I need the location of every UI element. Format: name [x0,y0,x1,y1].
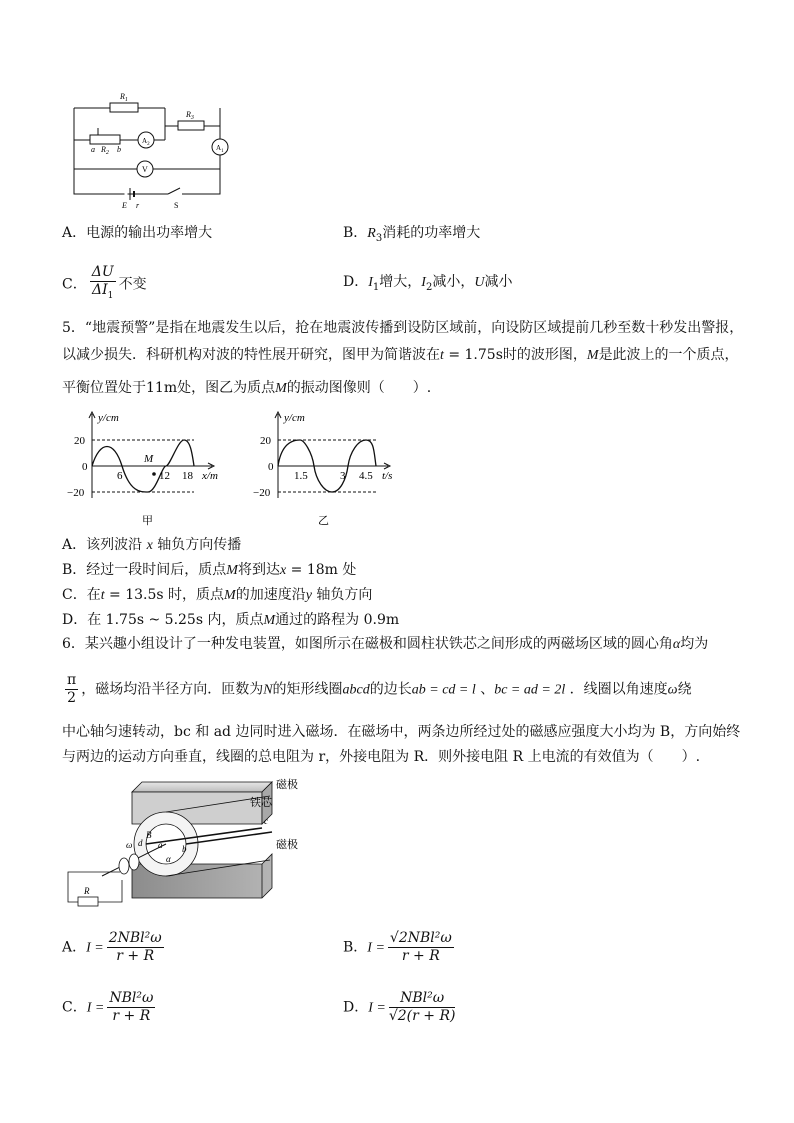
denominator: 2 [67,690,77,706]
var-sub: 3 [375,232,383,244]
fraction [65,672,78,707]
text: 将到达 [237,562,280,578]
text: 的边长 [369,681,412,698]
text: 处，图乙为质点 [177,380,276,396]
den-sub: 1 [107,290,114,301]
option-letter: C． [62,276,87,293]
q5-option-a[interactable] [62,535,241,556]
point-label: M [144,453,154,465]
option-letter: A． [62,939,87,956]
denominator: √2(r + R) [388,1008,456,1024]
option-letter: C． [62,999,87,1016]
text: 经过一段时间后，质点 [86,562,227,578]
var: ω [667,682,678,698]
q6-stem-line3 [62,722,740,742]
fraction [107,930,164,965]
text: 与两边的运动方向垂直，线圈的总电阻为 r，外接电阻为 R．则外接电阻 R 上电流的有效值为（ ）. [62,749,701,765]
text: 平衡位置处于 [62,380,146,396]
option-text: 电源的输出功率增大 [86,225,213,241]
y-tick: 20 [74,435,85,447]
label-a: a [158,840,163,850]
var: M [224,588,236,603]
q6-stem-line1 [62,634,708,655]
label-d: d [138,838,143,848]
equation: bc = ad = 2l [494,682,566,698]
q5-stem-line2 [62,345,739,366]
point-m [152,472,156,476]
var-sub: 1 [372,281,380,293]
q6-stem-line2 [62,672,692,707]
r-label: r [136,201,140,210]
x-tick: 6 [117,470,123,482]
numerator: ΔU [91,264,114,280]
text: 11m [146,380,178,396]
denominator: r + R [116,948,155,964]
var-sub: 2 [425,281,433,293]
option-letter: B． [343,225,368,241]
option-text: 消耗的功率增大 [382,225,481,241]
numerator: NBl²ω [389,990,456,1008]
graph-caption: 乙 [318,514,329,527]
text: 绕 [677,681,692,698]
text: 时的波形图， [502,347,587,363]
var: R [367,226,376,241]
option-letter: A． [62,537,87,553]
y-tick: −20 [253,487,271,499]
circuit-diagram [60,84,240,210]
e-label: E [122,201,127,210]
label-r: R [84,886,90,896]
q5-stem-line1 [62,318,743,338]
var: x [146,538,153,553]
y-tick: 0 [268,461,274,473]
lhs: I = [367,940,385,956]
generator-figure [62,776,302,914]
var: U [474,275,485,290]
var: α [672,637,681,652]
option-letter: B． [62,562,87,578]
var: abcd [342,682,370,698]
numerator: 2NBl²ω [108,930,162,946]
r3-label: $R_3$ [186,110,194,121]
fraction [107,990,155,1025]
text: 中心轴匀速转动，bc 和 ad 边同时进入磁场．在磁场中，两条边所经过处的磁感应强度大小均为 B，方向始终 [62,724,741,740]
text: 轴负方向 [311,587,373,603]
var: x [279,563,287,578]
text: 减小 [484,274,513,290]
var: M [263,613,276,628]
text: 该列波沿 [86,537,147,553]
x-axis-label: t/s [382,470,393,482]
q6-option-c[interactable] [62,990,158,1025]
a2-label: $A_2$ [142,137,150,147]
x-tick: 12 [159,470,170,482]
label-alpha: α [166,854,171,864]
numerator: NBl²ω [109,990,154,1006]
graph-caption: 甲 [142,514,153,527]
var: M [586,348,599,363]
text: 的矩形线圈 [272,681,343,698]
lhs: I = [368,1000,386,1016]
text: 的振动图像则（ ）. [286,380,432,396]
r2-label: $R_2$ [101,145,109,156]
x-tick: 3 [340,470,346,482]
denominator: r + R [112,1008,151,1024]
fraction [90,264,116,305]
q6-option-a[interactable] [62,930,167,965]
lhs: I = [86,1000,105,1016]
label-magnet-bottom: 磁极 [276,838,298,851]
numerator: √2NBl²ω [389,930,452,946]
wave-graph-jia [62,408,232,530]
denominator [90,282,116,305]
option-letter: D． [62,612,88,628]
text: ，磁场均沿半径方向．匝数为 [81,681,264,698]
label-omega: ω [126,840,133,850]
text: ．线圈以角速度 [565,681,668,698]
var: N [263,682,273,698]
var: y [305,588,312,603]
y-tick: −20 [67,487,85,499]
r1-label: $R_1$ [120,92,128,103]
y-axis-label: y/cm [284,412,305,424]
q4-option-b[interactable] [343,223,480,249]
var: I [368,275,373,290]
option-text: 不变 [118,276,147,293]
option-letter: A． [62,225,87,241]
var: I [421,275,426,290]
text: = 13.5s 时，质点 [104,587,225,603]
q4-option-d[interactable] [343,272,512,298]
q5-option-d[interactable] [62,610,399,631]
var: M [226,563,238,578]
y-tick: 20 [260,435,271,447]
a1-label: $A_1$ [216,144,224,154]
q6-option-d[interactable] [343,990,458,1025]
x-tick: 4.5 [359,470,373,482]
label-core: 铁芯 [250,796,272,809]
var: t [440,348,444,363]
s-label: S [174,201,179,210]
y-tick: 0 [82,461,88,473]
fraction [388,930,454,965]
numerator: π [67,672,77,688]
label-b-field: B [146,830,152,840]
text: 6．某兴趣小组设计了一种发电装置，如图所示在磁极和圆柱状铁芯之间形成的两磁场区域的圆心角 [62,636,673,652]
v-label: V [142,165,148,174]
y-axis-label: y/cm [98,412,119,424]
text: 在 [86,587,101,603]
var: t [100,588,105,603]
fraction [389,990,456,1025]
q4-option-a[interactable] [62,223,212,243]
option-letter: B． [343,939,368,956]
lhs: I = [86,940,104,956]
text: 以减少损失．科研机构对波的特性展开研究，图甲为简谐波在 [62,347,440,363]
b-label: b [117,145,121,154]
den-var: ΔI [91,282,108,298]
text: 增大， [379,274,422,290]
option-letter: D． [343,999,369,1016]
label-c: c [264,816,268,826]
text: 均为 [680,636,709,652]
text: = 18m 处 [286,562,357,578]
q6-stem-line4 [62,747,700,767]
a-label: a [91,145,95,154]
x-tick: 18 [182,470,193,482]
q6-option-b[interactable] [343,930,457,965]
option-letter: C． [62,587,87,603]
option-letter: D． [343,274,369,290]
q5-option-c[interactable] [62,585,372,606]
text: 轴负方向传播 [152,537,242,553]
equation: ab = cd = l [411,682,476,698]
x-axis-label: x/m [202,470,218,482]
text: 通过的路程为 0.9m [275,612,400,628]
label-b: b [182,844,187,854]
q5-stem-line3 [62,378,431,399]
text: 减小， [432,274,475,290]
var: M [275,381,287,396]
text: 在 1.75s ~ 5.25s 内，质点 [87,612,264,628]
text: 的加速度沿 [235,587,306,603]
text: 、 [475,681,495,698]
text: = 1.75s [443,347,503,363]
x-tick: 1.5 [294,470,308,482]
denominator: r + R [401,948,440,964]
q5-option-b[interactable] [62,560,356,581]
label-magnet-top: 磁极 [276,778,298,791]
text: 是此波上的一个质点， [598,347,739,363]
vibration-graph-yi [248,408,408,530]
q4-option-c[interactable] [62,264,147,305]
text: 5．“地震预警”是指在地震发生以后，抢在地震波传播到设防区域前，向设防区域提前几秒至数十秒发出警报， [62,320,744,336]
